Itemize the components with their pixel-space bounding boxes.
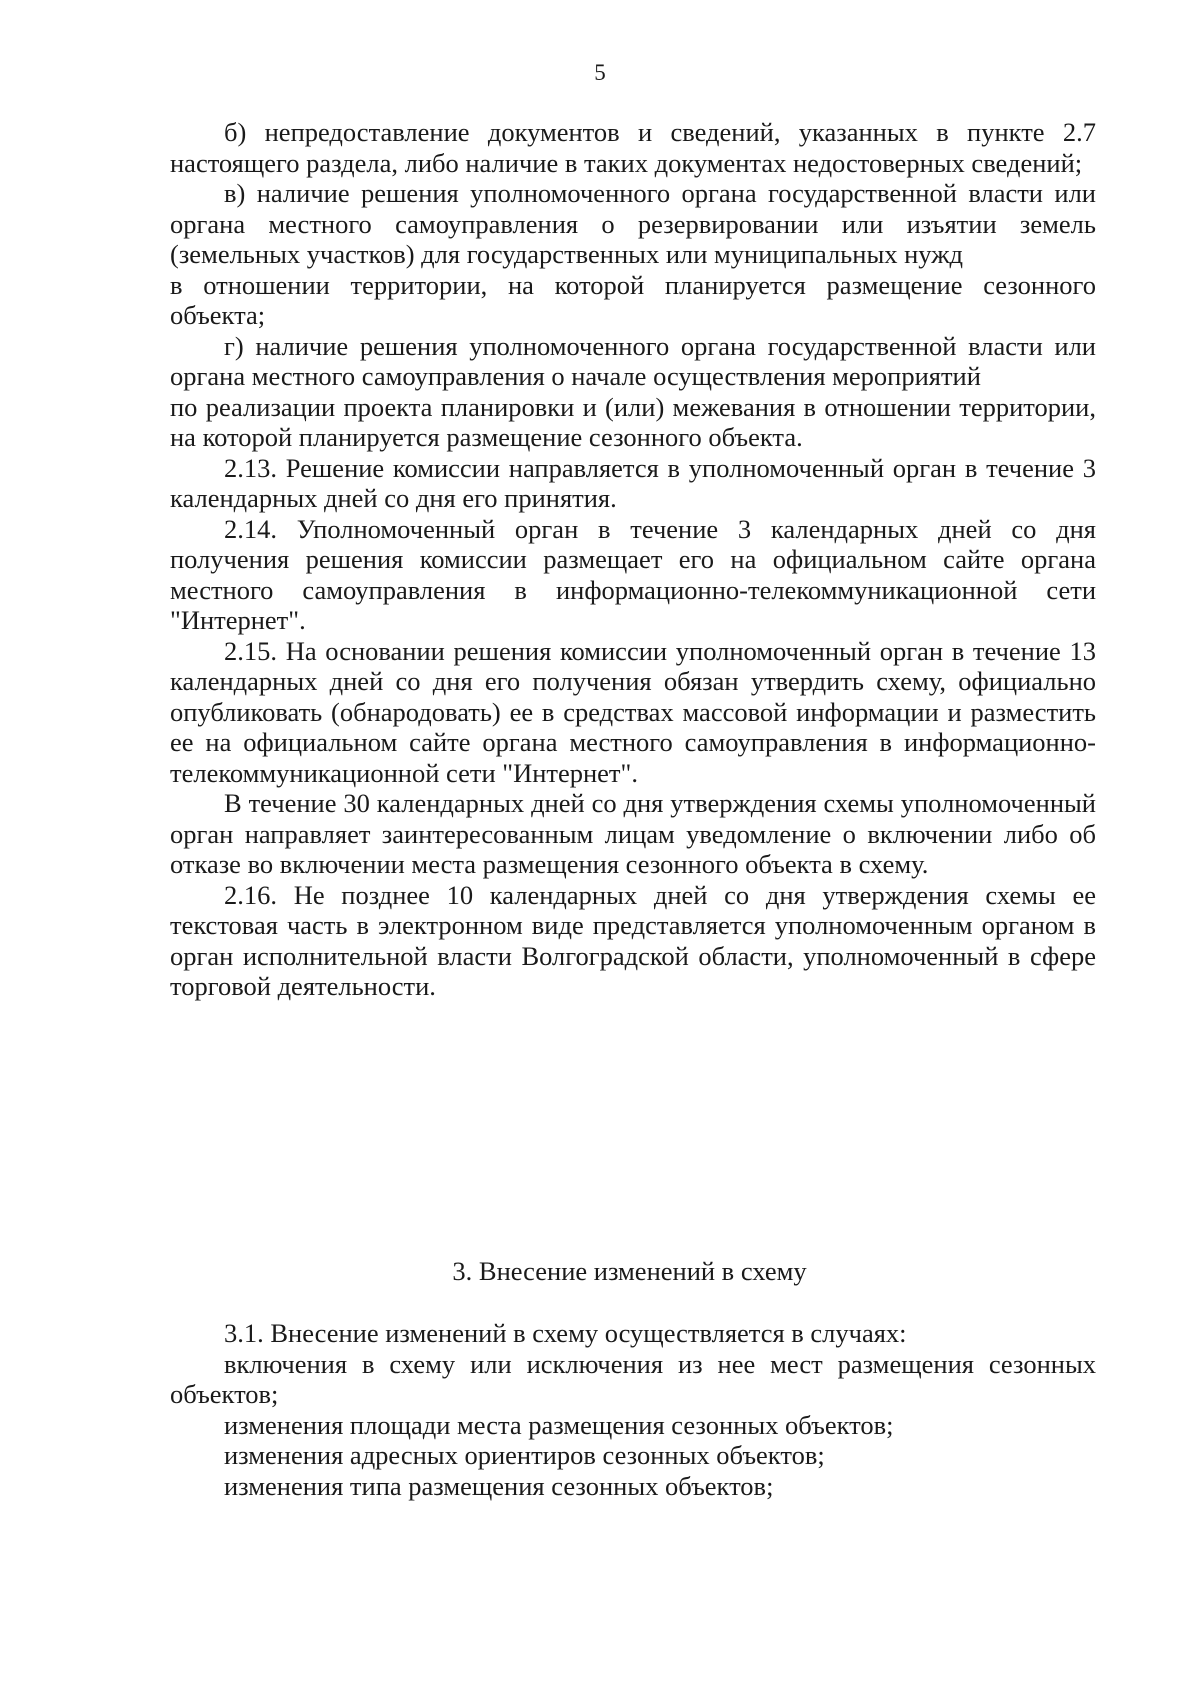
list-item: изменения площади места размещения сезонных объектов;	[224, 1409, 894, 1440]
paragraph-3-1: 3.1. Внесение изменений в схему осуществляется в случаях:	[224, 1318, 907, 1348]
section-heading: 3. Внесение изменений в схему	[452, 1256, 807, 1286]
paragraph-2-12-v: в) наличие решения уполномоченного органа государственной власти или органа местного самоуправления о резервировании или изъятии земель (земельных участков) для государственных или муниципальных нужд	[170, 178, 1096, 269]
paragraph-2-12-g-continued: по реализации проекта планировки и (или) межевания в отношении территории, на которой планируется размещение сезонного объекта.	[170, 391, 1096, 452]
paragraph-2-12-g: г) наличие решения уполномоченного органа государственной власти или органа местного самоуправления о начале осуществления мероприятий	[170, 330, 1096, 391]
section-3-body	[170, 1318, 1096, 1501]
paragraph-2-13: 2.13. Решение комиссии направляется в уполномоченный орган в течение 3 календарных дней со дня его принятия.	[170, 452, 1096, 513]
list-item: включения в схему или исключения из нее мест размещения сезонных объектов;	[170, 1348, 1096, 1409]
paragraph-2-15-notification: В течение 30 календарных дней со дня утверждения схемы уполномоченный орган направляет заинтересованным лицам уведомление о включении либо об отказе во включении места размещения сезонного объекта в схему.	[170, 788, 1096, 879]
paragraph-2-15: 2.15. На основании решения комиссии уполномоченный орган в течение 13 календарных дней со дня его получения обязан утвердить схему, официально опубликовать (обнародовать) ее в средствах массовой информации и разместить ее на официальном сайте органа местного самоуправления в информационно-телекоммуникационной сети "Интернет".	[170, 635, 1096, 788]
paragraph-2-12-b: б) непредоставление документов и сведений, указанных в пункте 2.7 настоящего раздела, либо наличие в таких документах недостоверных сведений;	[170, 117, 1096, 178]
list-item: изменения адресных ориентиров сезонных объектов;	[224, 1440, 825, 1470]
list-item: изменения типа размещения сезонных объектов;	[224, 1470, 774, 1501]
document-body	[170, 117, 1096, 1002]
page-number: 5	[594, 60, 606, 85]
paragraph-2-16: 2.16. Не позднее 10 календарных дней со дня утверждения схемы ее текстовая часть в электронном виде представляется уполномоченным органом в орган исполнительной власти Волгоградской области, уполномоченный в сфере торговой деятельности.	[170, 879, 1096, 1001]
paragraph-2-14: 2.14. Уполномоченный орган в течение 3 календарных дней со дня получения решения комиссии размещает его на официальном сайте органа местного самоуправления в информационно-телекоммуникационной сети "Интернет".	[170, 513, 1096, 635]
paragraph-2-12-v-continued: в отношении территории, на которой планируется размещение сезонного объекта;	[170, 269, 1096, 330]
